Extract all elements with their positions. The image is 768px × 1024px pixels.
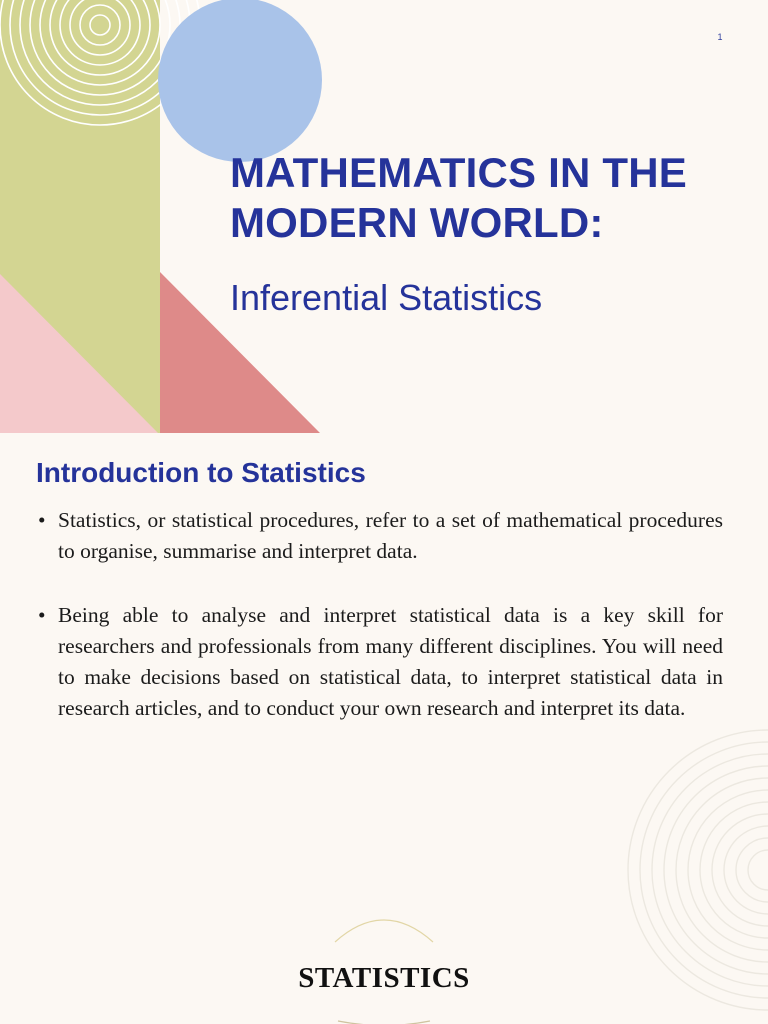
bullet-dot-icon: • [38, 603, 46, 627]
bullet-list [36, 505, 723, 757]
bullet-text: Statistics, or statistical procedures, refer to a set of mathematical procedures to organise, summarise and interpret data. [58, 508, 723, 563]
bullet-item [36, 600, 723, 724]
slide-subtitle: Inferential Statistics [230, 277, 543, 318]
bullet-text: Being able to analyse and interpret statistical data is a key skill for researchers and professionals from many different disciplines. You will need to make decisions based on statistical data, to interpret statistical data in research articles, and to conduct your own research and interpret its data. [58, 603, 723, 720]
footer-heading: STATISTICS [298, 962, 470, 994]
section-heading: Introduction to Statistics [36, 457, 366, 488]
accent-arc-top [335, 920, 433, 942]
blue-circle-shape [158, 0, 322, 162]
page-number: 1 [717, 32, 723, 42]
bullet-item [36, 505, 723, 567]
slide-title: MATHEMATICS IN THE MODERN WORLD: [230, 149, 688, 246]
bullet-dot-icon: • [38, 508, 46, 532]
